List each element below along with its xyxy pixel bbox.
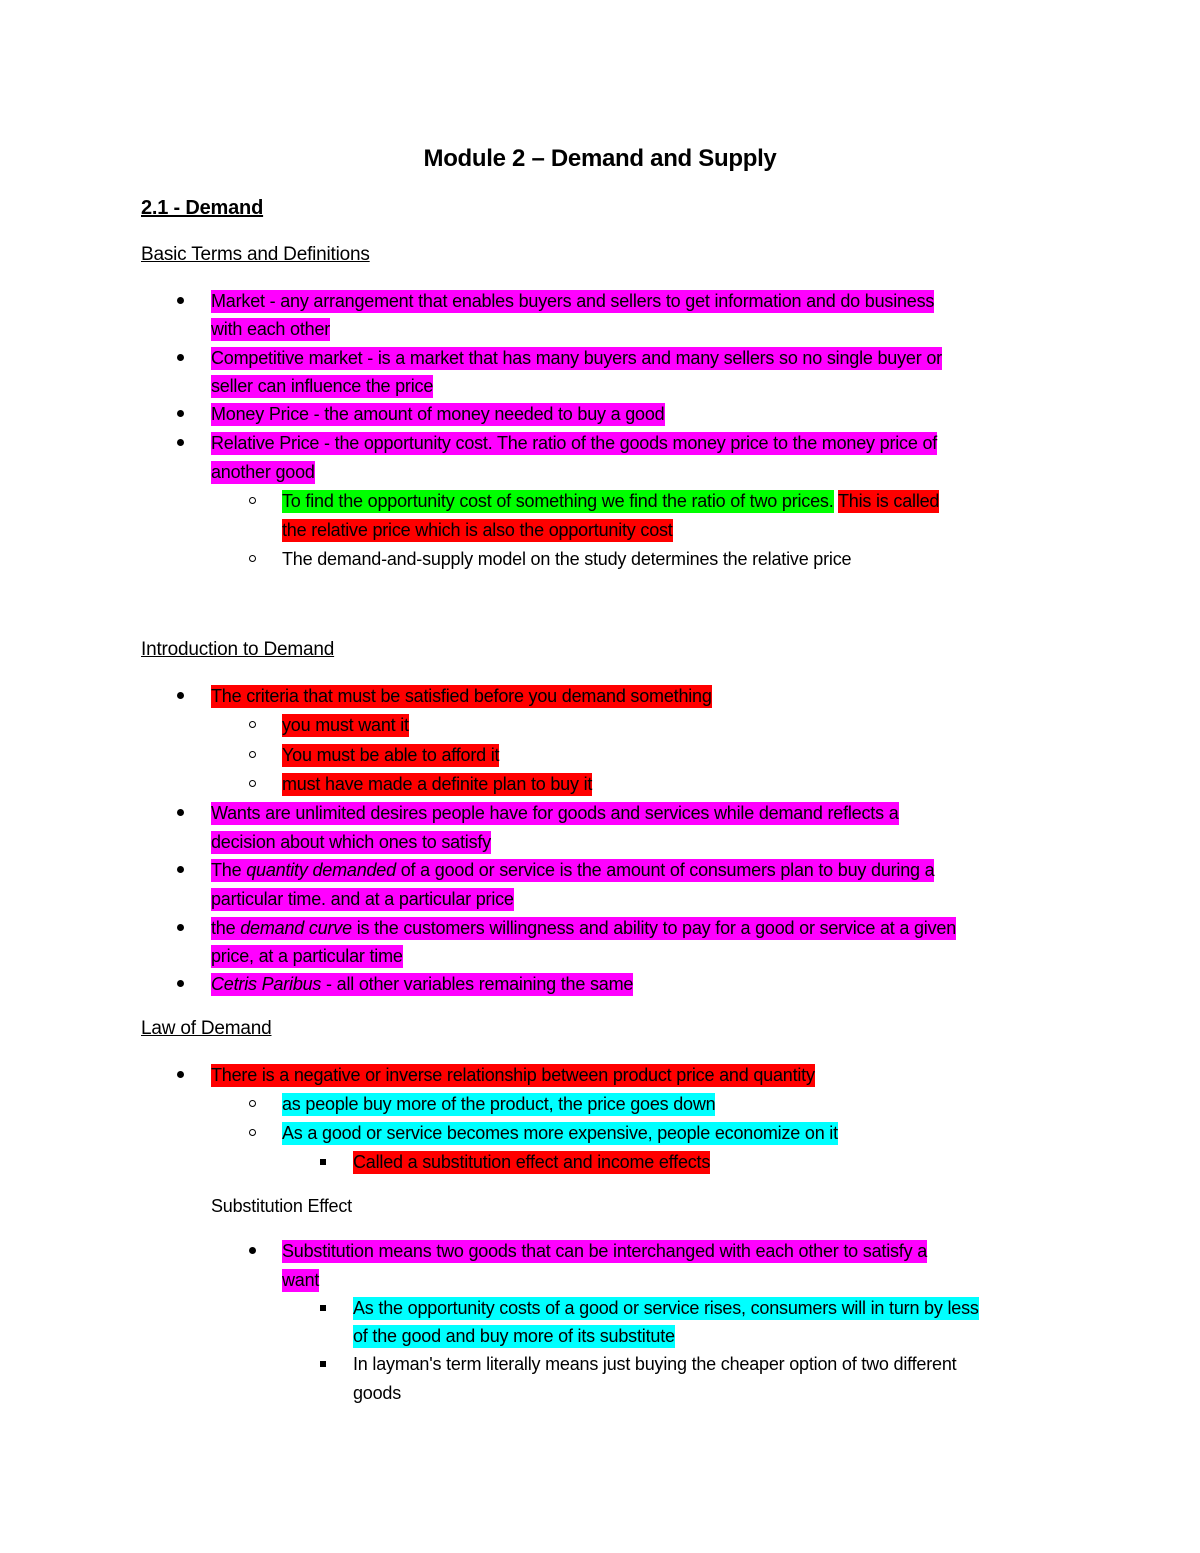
sub-list-item: As a good or service becomes more expensive, people economize on it (282, 1123, 838, 1143)
bullet-icon (177, 410, 184, 417)
bullet-icon (177, 809, 184, 816)
sub-list-item: The demand-and-supply model on the study determines the relative price (282, 549, 852, 569)
list-item-cont: price, at a particular time (211, 946, 403, 966)
bullet-icon (177, 866, 184, 873)
list-item-cont: decision about which ones to satisfy (211, 832, 491, 852)
bullet-icon (249, 1247, 256, 1254)
list-item-cont: particular time. and at a particular price (211, 889, 514, 909)
subheading-substitution-effect: Substitution Effect (211, 1196, 352, 1216)
list-item: There is a negative or inverse relationship between product price and quantity (211, 1065, 815, 1085)
sub-list-item-cont: the relative price which is also the opportunity cost (282, 520, 673, 540)
list-item: The criteria that must be satisfied before you demand something (211, 686, 712, 706)
subheading-law-demand: Law of Demand (141, 1018, 272, 1039)
list-item: Money Price - the amount of money needed to buy a good (211, 404, 665, 424)
circle-bullet-icon (249, 751, 256, 758)
list-item: Relative Price - the opportunity cost. The ratio of the goods money price to the money price of (211, 433, 938, 453)
page-title: Module 2 – Demand and Supply (423, 145, 777, 172)
list-item: Wants are unlimited desires people have for goods and services while demand reflects a (211, 803, 899, 823)
bullet-icon (177, 692, 184, 699)
bullet-icon (177, 924, 184, 931)
list-item: Cetris Paribus - all other variables remaining the same (211, 974, 634, 994)
list-item-cont: another good (211, 462, 315, 482)
list-item: The quantity demanded of a good or service is the amount of consumers plan to buy during a (211, 860, 935, 880)
sub-list-item: as people buy more of the product, the price goes down (282, 1094, 716, 1114)
sub-sub-list-item: As the opportunity costs of a good or service rises, consumers will in turn by less (353, 1298, 979, 1318)
sub-sub-list-item: In layman's term literally means just buying the cheaper option of two different (353, 1354, 957, 1374)
circle-bullet-icon (249, 780, 256, 787)
list-item-cont: want (282, 1270, 320, 1290)
circle-bullet-icon (249, 555, 256, 562)
list-item: Market - any arrangement that enables buyers and sellers to get information and do business (211, 291, 935, 311)
sub-list-item: must have made a definite plan to buy it (282, 774, 593, 794)
list-item: Substitution means two goods that can be interchanged with each other to satisfy a (282, 1241, 928, 1261)
circle-bullet-icon (249, 497, 256, 504)
list-item: Competitive market - is a market that has many buyers and many sellers so no single buyer or (211, 348, 942, 368)
list-item-cont: with each other (211, 319, 331, 339)
sub-sub-list-item-cont: of the good and buy more of its substitute (353, 1326, 675, 1346)
bullet-icon (177, 354, 184, 361)
square-bullet-icon (320, 1305, 326, 1311)
bullet-icon (177, 1071, 184, 1078)
bullet-icon (177, 439, 184, 446)
subheading-basic-terms: Basic Terms and Definitions (141, 244, 370, 265)
list-item: the demand curve is the customers willingness and ability to pay for a good or service at a given (211, 918, 957, 938)
square-bullet-icon (320, 1159, 326, 1165)
sub-list-item: you must want it (282, 715, 409, 735)
circle-bullet-icon (249, 1100, 256, 1107)
bullet-icon (177, 980, 184, 987)
square-bullet-icon (320, 1361, 326, 1367)
bullet-icon (177, 297, 184, 304)
sub-list-item: You must be able to afford it (282, 745, 500, 765)
circle-bullet-icon (249, 1129, 256, 1136)
subheading-intro-demand: Introduction to Demand (141, 639, 335, 660)
sub-list-item: To find the opportunity cost of something we find the ratio of two prices. This is called (282, 491, 940, 511)
circle-bullet-icon (249, 721, 256, 728)
section-heading: 2.1 - Demand (141, 197, 264, 219)
sub-sub-list-item-cont: goods (353, 1383, 402, 1403)
list-item-cont: seller can influence the price (211, 376, 434, 396)
sub-sub-list-item: Called a substitution effect and income effects (353, 1152, 711, 1172)
